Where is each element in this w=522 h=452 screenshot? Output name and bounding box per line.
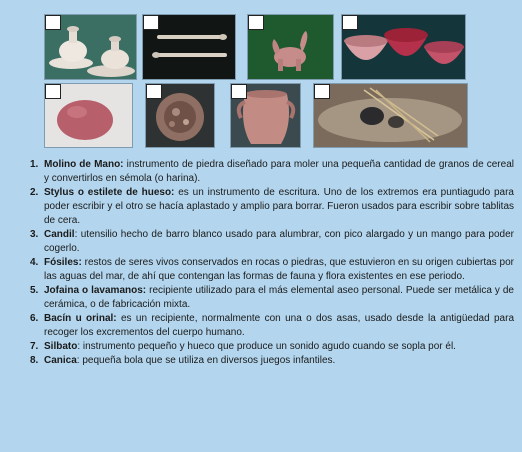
- item-number: 5.: [30, 285, 39, 296]
- item-definition: recipiente utilizado para el más elemental aseo personal. Puede ser metálica y de cerámica, o de fabricación mixta.: [44, 285, 514, 310]
- item-term: Molino de Mano:: [44, 159, 124, 170]
- glossary-item: [30, 354, 514, 368]
- item-number: 2.: [30, 187, 39, 198]
- select-checkbox[interactable]: [45, 84, 61, 99]
- clay-figurine-photo: [247, 14, 334, 80]
- item-term: Bacín u orinal:: [44, 313, 117, 324]
- item-definition: instrumento de piedra diseñado para moler una pequeña cantidad de granos de cereal y convertirlos en sémola (o harina).: [44, 159, 514, 184]
- fossil-photo: [145, 83, 215, 148]
- grinding-stone-photo: [313, 83, 468, 148]
- select-checkbox[interactable]: [231, 84, 247, 99]
- select-checkbox[interactable]: [146, 84, 162, 99]
- marble-egg-photo: [44, 83, 133, 148]
- item-definition: restos de seres vivos conservados en rocas o piedras, que estuvieron en su origen cubiertas por las aguas del mar, de ahí que contengan las formas de fauna y flora existentes en ese periodo.: [44, 257, 514, 282]
- select-checkbox[interactable]: [314, 84, 330, 99]
- item-term: Jofaina o lavamanos:: [44, 285, 147, 296]
- item-definition: es un instrumento de escritura. Uno de los extremos era puntiagudo para poder escribir y el otro se hacía aplastado y amplio para borrar. Fueron usados para escribir sobre tablitas de cera.: [44, 187, 514, 226]
- glossary-item: [30, 158, 514, 186]
- clay-jar-photo: [230, 83, 301, 148]
- oil-lamps-photo: [44, 14, 137, 80]
- item-term: Fósiles:: [44, 257, 82, 268]
- item-term: Stylus o estilete de hueso:: [44, 187, 175, 198]
- select-checkbox[interactable]: [45, 15, 61, 30]
- item-definition: es un recipiente, normalmente con una o dos asas, usado desde la antigüedad para recoger los excrementos del cuerpo humano.: [44, 313, 514, 338]
- glossary-item: [30, 340, 514, 354]
- glossary-list: [30, 158, 514, 368]
- item-number: 7.: [30, 341, 39, 352]
- item-number: 6.: [30, 313, 39, 324]
- ceramic-bowls-photo: [341, 14, 466, 80]
- glossary-item: [30, 186, 514, 228]
- item-term: Candil: [44, 229, 75, 240]
- item-term: Canica: [44, 355, 77, 366]
- select-checkbox[interactable]: [342, 15, 358, 30]
- item-number: 8.: [30, 355, 39, 366]
- select-checkbox[interactable]: [143, 15, 159, 30]
- item-definition: : utensilio hecho de barro blanco usado para alumbrar, con pico alargado y un mango para poder cogerlo.: [44, 229, 514, 254]
- item-number: 1.: [30, 159, 39, 170]
- glossary-item: [30, 284, 514, 312]
- item-definition: : instrumento pequeño y hueco que produce un sonido agudo cuando se sopla por él.: [77, 341, 456, 352]
- bone-styluses-photo: [142, 14, 236, 80]
- glossary-item: [30, 256, 514, 284]
- glossary-item: [30, 228, 514, 256]
- item-definition: : pequeña bola que se utiliza en diversos juegos infantiles.: [76, 355, 336, 366]
- item-number: 4.: [30, 257, 39, 268]
- select-checkbox[interactable]: [248, 15, 264, 30]
- glossary-item: [30, 312, 514, 340]
- item-number: 3.: [30, 229, 39, 240]
- item-term: Silbato: [44, 341, 78, 352]
